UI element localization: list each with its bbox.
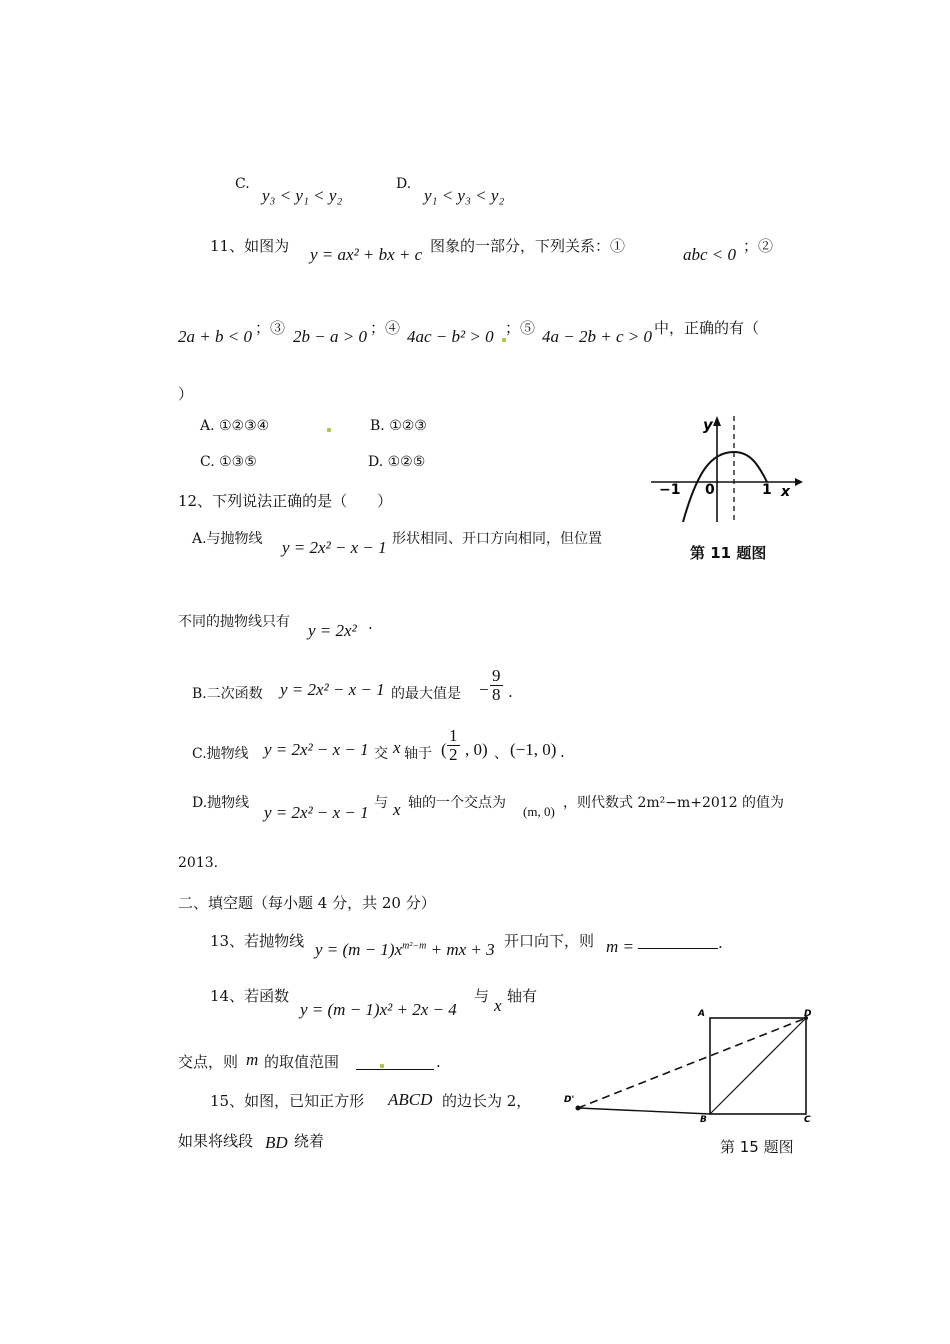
q10-option-c-label: C. — [235, 176, 250, 192]
q11-number: 11、如图为 — [210, 237, 290, 255]
q12-a-text: 形状相同、开口方向相同，但位置 — [392, 531, 602, 547]
q11-relation-2: 2a + b < 0 — [178, 327, 252, 346]
q14-text1: 与 — [474, 987, 490, 1005]
label-b: B — [700, 1115, 707, 1124]
q12-c-point2: (−1, 0) — [510, 740, 557, 759]
dashed-dprime-d — [578, 1018, 806, 1108]
q12-c-end: . — [560, 743, 565, 761]
label-a: A — [698, 1009, 705, 1019]
y-axis-arrow-icon — [713, 416, 721, 426]
q10-option-d-expr: y₁ < y₃ < y₂ — [424, 186, 505, 205]
q12-c-x: x — [393, 738, 401, 757]
q13-answer-blank[interactable] — [638, 935, 718, 953]
q12-d-function: y = 2x² − x − 1 — [264, 803, 369, 822]
q11-relation-4: 4ac − b² > 0 — [407, 327, 494, 346]
q11-sep-1: ；② — [743, 237, 774, 255]
q13-function-exponent: m²−m — [402, 940, 427, 952]
label-dprime: D' — [564, 1095, 575, 1105]
q13-text: 开口向下，则 — [504, 932, 595, 950]
q14-m: m — [246, 1050, 259, 1069]
q11-close-paren: ） — [178, 385, 194, 403]
q11-option-a: A. ①②③④ — [200, 418, 270, 434]
q12-a-end: . — [368, 615, 373, 633]
label-c: C — [804, 1115, 811, 1124]
q13-prefix: 13、若抛物线 — [210, 932, 305, 950]
q12-b-text: 的最大值是 — [391, 686, 461, 702]
q11-relation-5: 4a − 2b + c > 0 — [542, 327, 652, 346]
q11-parabola-graph — [645, 412, 805, 528]
q12-c-fraction — [445, 727, 462, 764]
q11-sep-2: ；③ — [255, 319, 286, 337]
q12-b-numerator: 9 — [492, 666, 501, 685]
q11-relation-3: 2b − a > 0 — [293, 327, 367, 346]
q14-answer-blank[interactable] — [356, 1056, 434, 1074]
q15-square-diagram — [560, 1006, 820, 1124]
q12-a-line2: 不同的抛物线只有 — [178, 614, 290, 630]
q15-bd: BD — [265, 1133, 288, 1152]
q12-d-text3: ，则代数式 2m²−m+2012 的值为 — [563, 795, 785, 811]
tick-1: 1 — [762, 482, 772, 498]
q12-c-function: y = 2x² − x − 1 — [264, 740, 369, 759]
x-axis-label: x — [781, 484, 791, 500]
q13-end: . — [718, 934, 723, 952]
q14-line2-text: 的取值范围 — [264, 1053, 340, 1071]
q13-function-tail: + mx + 3 — [426, 940, 495, 959]
q14-function: y = (m − 1)x² + 2x − 4 — [300, 1000, 457, 1019]
label-d: D — [804, 1009, 812, 1019]
q12-c-numerator: 1 — [449, 726, 458, 745]
q10-option-d-label: D. — [396, 176, 412, 192]
q11-relation-1: abc < 0 — [683, 245, 737, 264]
q11-option-b: B. ①②③ — [370, 418, 427, 434]
section-heading: 二、填空题（每小题 4 分，共 20 分） — [178, 894, 436, 912]
point-dprime — [576, 1106, 581, 1111]
q12-b-function: y = 2x² − x − 1 — [280, 680, 385, 699]
q11-sep-4: ；⑤ — [505, 319, 536, 337]
q12-stem: 12、下列说法正确的是（ ） — [178, 492, 393, 510]
q12-d-x: x — [393, 800, 401, 819]
q12-d-point: (m, 0) — [523, 804, 555, 819]
segment-dprime-b — [578, 1108, 710, 1114]
tick-neg1: −1 — [659, 482, 681, 498]
q13-function — [315, 940, 495, 960]
q12-d-text1: 与 — [374, 795, 388, 811]
q12-d-prefix: D.抛物线 — [192, 795, 250, 811]
q12-b-prefix: B.二次函数 — [192, 686, 263, 702]
q14-line2-prefix: 交点，则 — [178, 1053, 239, 1071]
q12-b-minus: − — [478, 680, 490, 699]
diagonal-bd — [710, 1018, 806, 1114]
q13-m-equals: m = — [606, 937, 634, 956]
q15-prefix: 15、如图，已知正方形 — [210, 1092, 365, 1110]
q15-text: 的边长为 2， — [442, 1092, 532, 1110]
q12-a-function: y = 2x² − x − 1 — [282, 538, 387, 557]
q12-c-text2: 轴于 — [404, 746, 432, 762]
q12-c-sep: 、 — [494, 746, 508, 762]
q12-c-text1: 交 — [374, 746, 388, 762]
q15-figure-caption: 第 15 题图 — [720, 1138, 794, 1156]
q15-abcd: ABCD — [388, 1090, 433, 1109]
q14-end: . — [436, 1053, 441, 1071]
q15-line2-prefix: 如果将线段 — [178, 1132, 254, 1150]
q12-d-line2: 2013. — [178, 855, 219, 871]
q12-a-function2: y = 2x² — [308, 621, 357, 640]
q14-x: x — [494, 996, 502, 1015]
q15-line2-text: 绕着 — [294, 1132, 325, 1150]
q12-c-open-paren: ( — [441, 740, 447, 759]
q14-prefix: 14、若函数 — [210, 987, 290, 1005]
q12-c-denominator: 2 — [449, 744, 458, 764]
q11-option-d: D. ①②⑤ — [368, 454, 426, 470]
q12-b-end: . — [508, 683, 513, 701]
q12-a-prefix: A.与抛物线 — [192, 531, 263, 547]
q11-tail: 中，正确的有（ — [654, 319, 760, 337]
q11-sep-3: ；④ — [370, 319, 401, 337]
q12-b-fraction — [488, 667, 505, 704]
q12-d-text2: 轴的一个交点为 — [408, 795, 506, 811]
q12-c-prefix: C.抛物线 — [192, 746, 249, 762]
q12-b-denominator: 8 — [492, 684, 501, 704]
q11-text: 图象的一部分，下列关系：① — [430, 237, 626, 255]
q13-function-base: y = (m − 1)x — [315, 940, 403, 959]
y-axis-label: y — [703, 416, 713, 434]
q11-option-c: C. ①③⑤ — [200, 454, 257, 470]
q14-text2: 轴有 — [507, 987, 538, 1005]
q11-figure-caption: 第 11 题图 — [690, 544, 767, 562]
origin-label: 0 — [705, 482, 715, 498]
q10-option-c-expr: y₃ < y₁ < y₂ — [262, 186, 343, 205]
parabola-curve — [683, 452, 767, 522]
x-axis-arrow-icon — [795, 478, 803, 486]
q11-function: y = ax² + bx + c — [310, 245, 423, 264]
q12-c-point1-tail: , 0) — [465, 740, 488, 759]
